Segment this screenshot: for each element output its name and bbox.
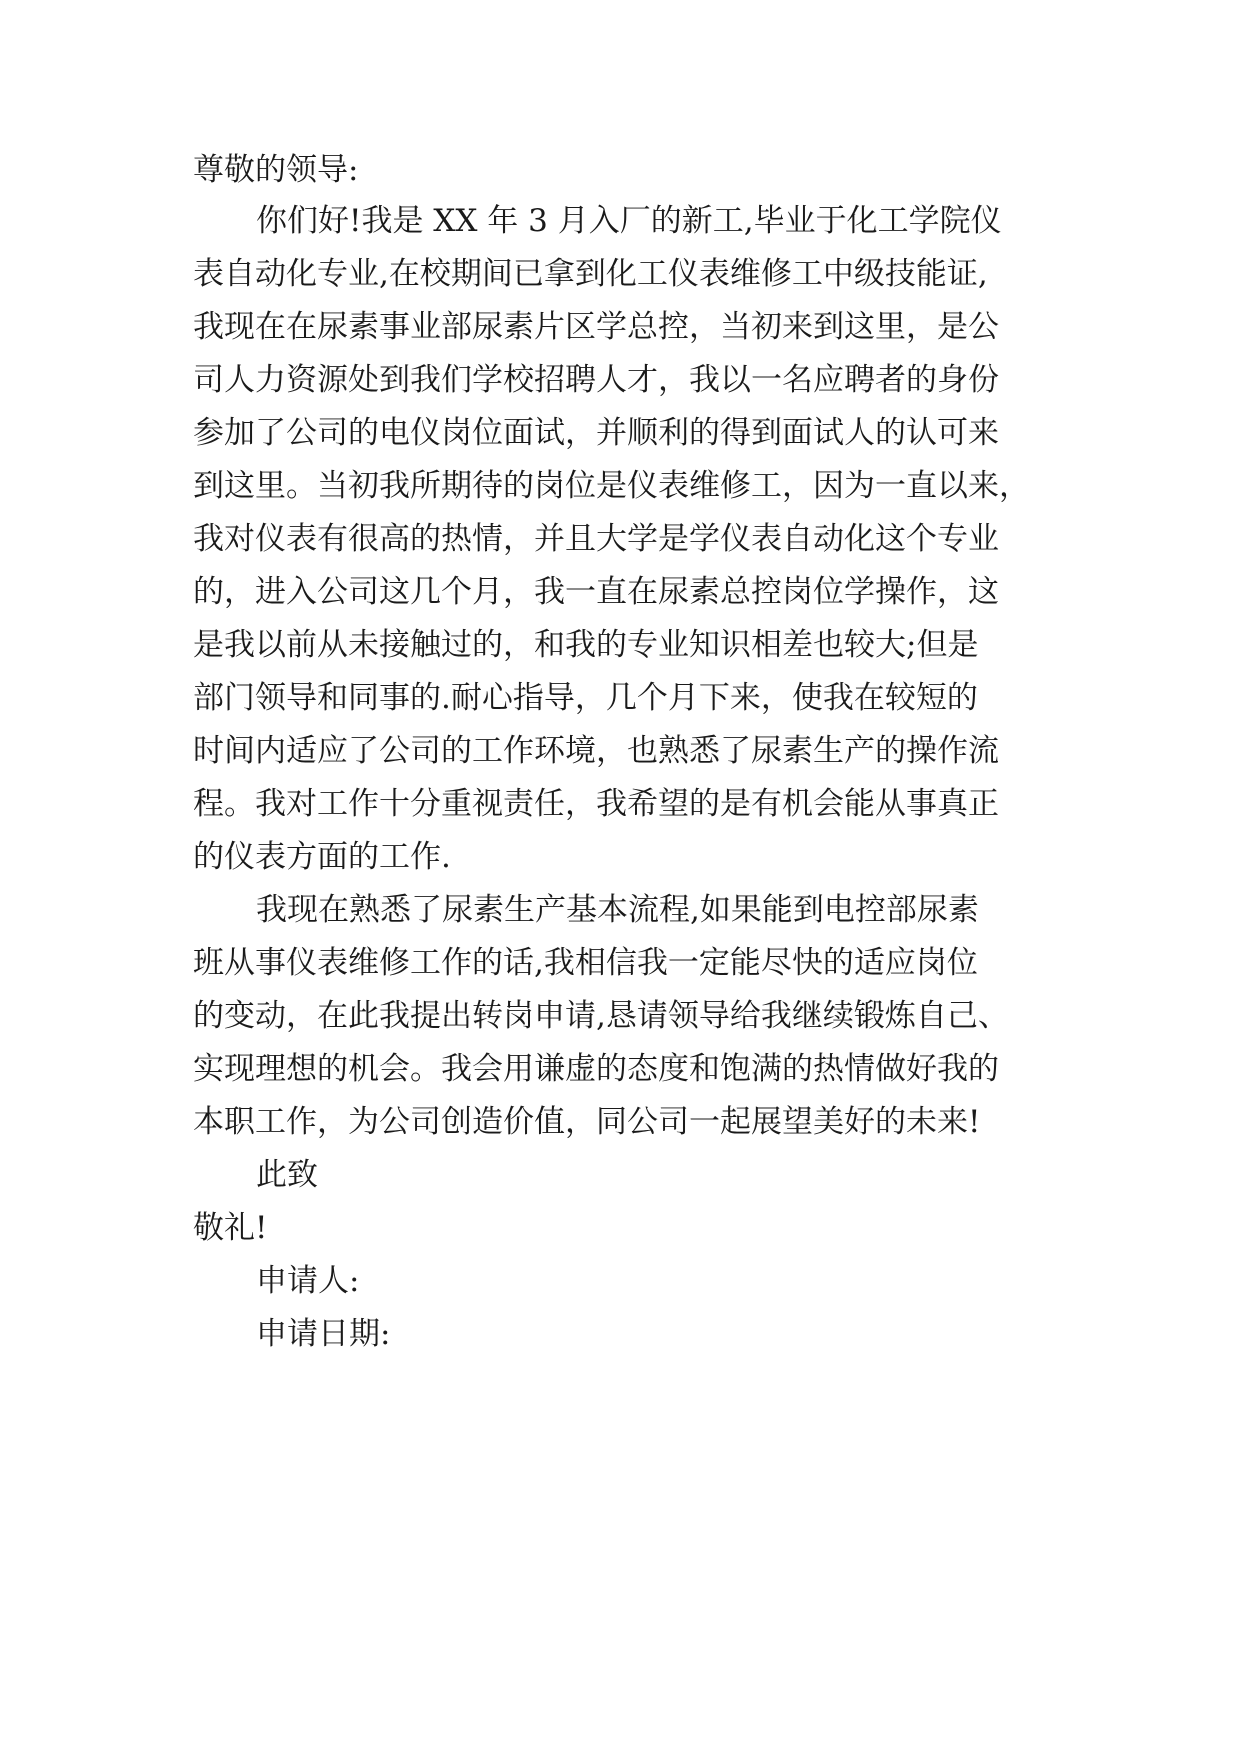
paragraph-1-line: 时间内适应了公司的工作环境，也熟悉了尿素生产的操作流 [193, 733, 999, 769]
closing-line-2: 敬礼! [193, 1210, 268, 1246]
paragraph-2-line: 我现在熟悉了尿素生产基本流程,如果能到电控部尿素 [256, 892, 979, 928]
paragraph-1-line: 的仪表方面的工作. [193, 839, 451, 875]
paragraph-1-line: 表自动化专业,在校期间已拿到化工仪表维修工中级技能证, [193, 256, 988, 292]
paragraph-1-line: 参加了公司的电仪岗位面试，并顺利的得到面试人的认可来 [193, 415, 999, 451]
salutation: 尊敬的领导: [193, 152, 359, 188]
closing-line-1: 此致 [256, 1157, 318, 1193]
paragraph-2-line: 本职工作，为公司创造价值，同公司一起展望美好的未来! [193, 1104, 981, 1140]
paragraph-1-line: 我现在在尿素事业部尿素片区学总控，当初来到这里，是公 [193, 309, 999, 345]
paragraph-1-line: 我对仪表有很高的热情，并且大学是学仪表自动化这个专业 [193, 521, 999, 557]
paragraph-1-line: 的，进入公司这几个月，我一直在尿素总控岗位学操作，这 [193, 574, 999, 610]
paragraph-1-line: 部门领导和同事的.耐心指导，几个月下来，使我在较短的 [193, 680, 978, 716]
paragraph-2-line: 的变动，在此我提出转岗申请,恳请领导给我继续锻炼自己、 [193, 998, 1009, 1034]
date-label: 申请日期: [256, 1316, 391, 1352]
paragraph-2-line: 实现理想的机会。我会用谦虚的态度和饱满的热情做好我的 [193, 1051, 999, 1087]
paragraph-1-line: 是我以前从未接触过的，和我的专业知识相差也较大;但是 [193, 627, 979, 663]
paragraph-1-line: 你们好!我是 XX 年 3 月入厂的新工,毕业于化工学院仪 [256, 203, 1002, 239]
paragraph-2-line: 班从事仪表维修工作的话,我相信我一定能尽快的适应岗位 [193, 945, 978, 981]
applicant-label: 申请人: [256, 1263, 360, 1299]
paragraph-1-line: 到这里。当初我所期待的岗位是仪表维修工，因为一直以来， [193, 468, 1030, 504]
paragraph-1-line: 司人力资源处到我们学校招聘人才，我以一名应聘者的身份 [193, 362, 999, 398]
paragraph-1-line: 程。我对工作十分重视责任，我希望的是有机会能从事真正 [193, 786, 999, 822]
